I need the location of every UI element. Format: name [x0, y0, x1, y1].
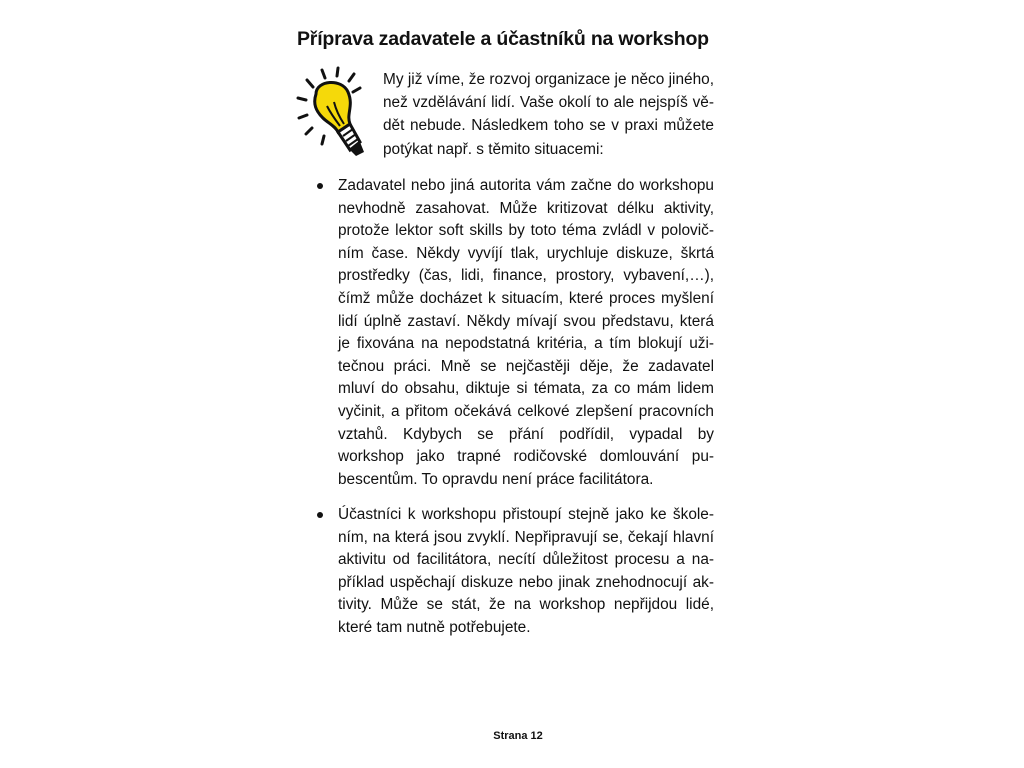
text-line: nevhodně zasahovat. Může kritizovat délku aktivity, [338, 199, 714, 217]
bullet-marker [317, 183, 323, 189]
text-line: tečnou práci. Mně se nejčastěji děje, že zadavatel [338, 357, 714, 375]
text-line: tivity. Může se stát, že na workshop nepřijdou lidé, [338, 596, 714, 614]
text-line: čímž může docházet k situacím, které proces myšlení [338, 289, 714, 307]
text-line: My již víme, že rozvoj organizace je něco jiného, [383, 71, 714, 88]
intro-paragraph [383, 68, 714, 161]
text-line: dět nebude. Následkem toho se v praxi můžete [383, 117, 714, 135]
text-line: bescentům. To opravdu není práce facilitátora. [338, 470, 654, 488]
lightbulb-icon [294, 66, 374, 160]
text-line: protože lektor soft skills by toto téma zvládl v polovič- [338, 222, 714, 240]
text-line: prostředky (čas, lidi, finance, prostory, vybavení,…), [338, 267, 714, 285]
text-line: ním, na která jsou zvyklí. Nepřipravují se, čekají hlavní [338, 528, 714, 546]
text-line: lidí úplně zastaví. Někdy mívají svou představu, která [338, 312, 714, 330]
text-line: Účastníci k workshopu přistoupí stejně jako ke škole- [338, 506, 714, 523]
text-line: Zadavatel nebo jiná autorita vám začne do workshopu [338, 177, 714, 194]
bullet-item-2 [338, 504, 714, 640]
text-line: příklad uspěchají diskuze nebo jinak znehodnocují ak- [338, 573, 714, 591]
text-line: aktivitu od facilitátora, necítí důležitost procesu a na- [338, 551, 714, 569]
bullet-item-1 [338, 175, 714, 491]
text-line: vyčinit, a přitom očekává celkové zlepšení pracovních [338, 402, 714, 420]
text-line: potýkat např. s těmito situacemi: [383, 140, 604, 158]
page-title: Příprava zadavatele a účastníků na workshop [297, 28, 709, 50]
text-line: které tam nutně potřebujete. [338, 618, 531, 636]
bullet-marker [317, 512, 323, 518]
text-line: ním čase. Někdy vyvíjí tlak, urychluje diskuze, škrtá [338, 244, 714, 262]
text-line: vztahů. Kdybych se přání podřídil, vypadal by [338, 425, 714, 443]
page-number: Strana 12 [493, 730, 543, 742]
text-line: je fixována na nepodstatná kritéria, a tím blokují uži- [338, 335, 714, 353]
text-line: než vzdělávání lidí. Vaše okolí to ale nejspíš vě- [383, 94, 714, 112]
text-line: workshop jako trapné rodičovské domlouvání pu- [338, 448, 714, 466]
text-line: mluví do obsahu, diktuje si témata, za co mám lidem [338, 380, 714, 398]
